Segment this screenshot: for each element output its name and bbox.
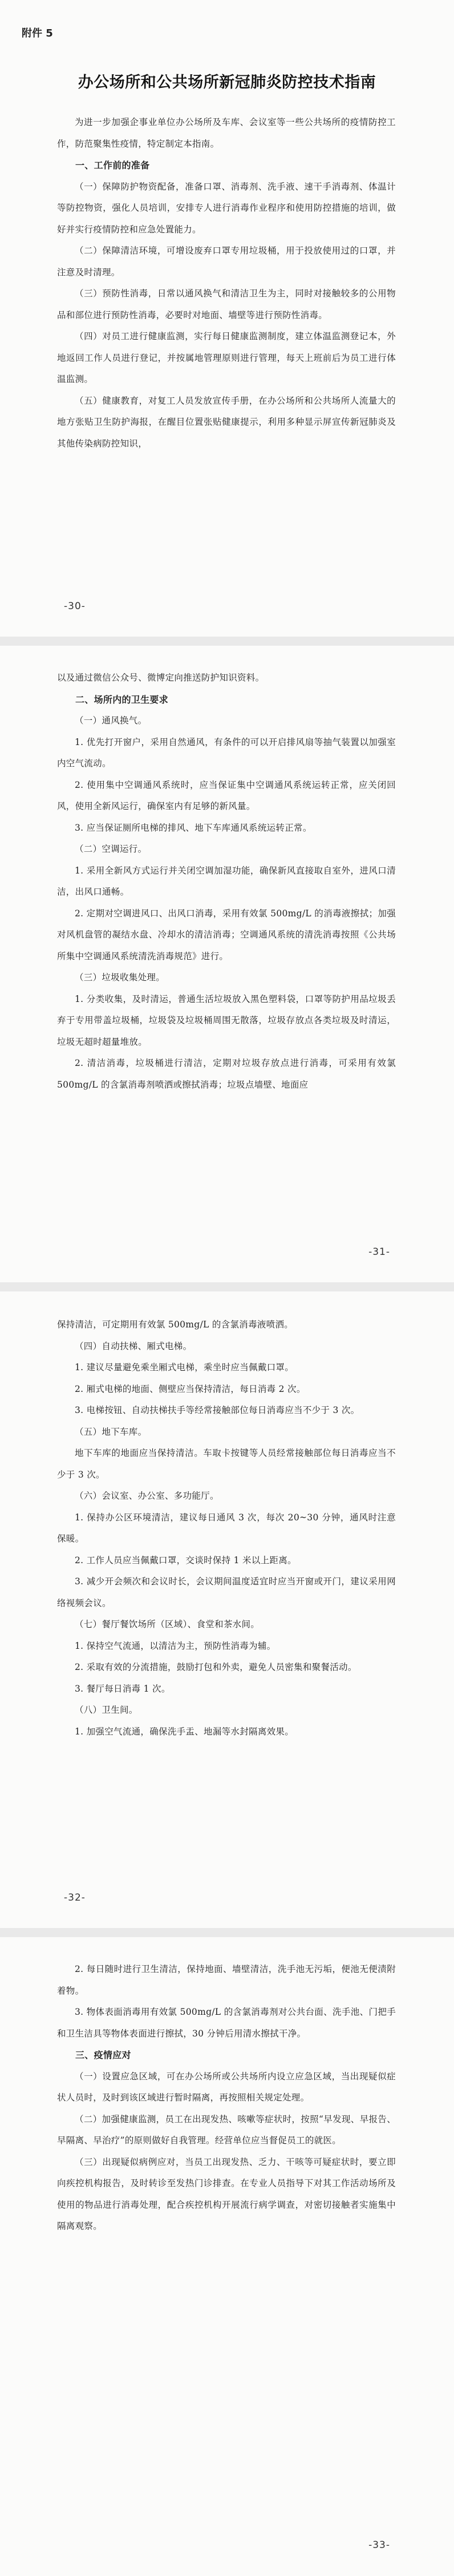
paragraph: 3. 物体表面消毒用有效氯 500mg/L 的含氯消毒剂对公共台面、洗手池、门把手和卫生洁具等物体表面进行擦拭，30 分钟后用清水擦拭干净。	[57, 2007, 396, 2039]
document-title: 办公场所和公共场所新冠肺炎防控技术指南	[78, 74, 376, 91]
page-number: -30-	[64, 601, 86, 612]
page-number: -31-	[368, 1246, 390, 1258]
paragraph: 2. 工作人员应当佩戴口罩，交谈时保持 1 米以上距离。	[75, 1555, 297, 1565]
paragraph: 1. 分类收集，及时清运，普通生活垃圾放入黑色塑料袋，口罩等防护用品垃圾丢弃于专用带盖垃圾桶，垃圾袋及垃圾桶周围无散落，垃圾存放点各类垃圾及时清运，垃圾无超时超量堆放。	[57, 993, 396, 1047]
paragraph: （三）预防性消毒，日常以通风换气和清洁卫生为主，同时对接触较多的公用物品和部位进行预防性消毒，必要时对地面、墙壁等进行预防性消毒。	[57, 288, 396, 320]
page-body	[57, 1314, 396, 1742]
paragraph: （一）设置应急区域，可在办公场所或公共场所内设立应急区域，当出现疑似症状人员时，及时到该区域进行暂时隔离，再按照相关规定处理。	[57, 2071, 396, 2103]
page-body	[57, 112, 396, 454]
subsection-heading: （一）通风换气。	[75, 715, 147, 726]
paragraph: 2. 采取有效的分流措施，鼓励打包和外卖，避免人员密集和聚餐活动。	[75, 1662, 357, 1672]
page-body	[57, 667, 396, 1096]
paragraph: 2. 清洁消毒，垃圾桶进行清洁，定期对垃圾存放点进行消毒，可采用有效氯 500mg/L 的含氯消毒剂喷洒或擦拭消毒；垃圾点墙壁、地面应	[57, 1058, 396, 1090]
paragraph: 1. 保持办公区环境清洁，建议每日通风 3 次，每次 20~30 分钟，通风时注意保暖。	[57, 1512, 396, 1544]
paragraph: 3. 电梯按钮、自动扶梯扶手等经常接触部位每日消毒应当不少于 3 次。	[75, 1405, 360, 1415]
document-page	[0, 0, 454, 637]
paragraph: 地下车库的地面应当保持清洁。车取卡按键等人员经常接触部位每日消毒应当不少于 3 次。	[57, 1448, 396, 1480]
paragraph: 1. 建议尽量避免乘坐厢式电梯，乘坐时应当佩戴口罩。	[75, 1362, 294, 1372]
paragraph: 3. 餐厅每日消毒 1 次。	[75, 1683, 171, 1694]
paragraph: 以及通过微信公众号、微博定向推送防护知识资料。	[57, 673, 265, 683]
paragraph: 1. 采用全新风方式运行并关闭空调加湿功能，确保新风直接取自室外，进风口清洁，出风口通畅。	[57, 865, 396, 897]
paragraph: （二）加强健康监测，员工在出现发热、咳嗽等症状时，按照“早发现、早报告、早隔离、早治疗”的原则做好自我管理。经营单位应当督促员工的就医。	[57, 2114, 396, 2146]
paragraph: 3. 应当保证厕所电梯的排风、地下车库通风系统运转正常。	[75, 822, 312, 833]
paragraph: 3. 减少开会频次和会议时长，会议期间温度适宜时应当开窗或开门，建议采用网络视频会议。	[57, 1576, 396, 1608]
paragraph: 2. 厢式电梯的地面、侧壁应当保持清洁，每日消毒 2 次。	[75, 1383, 306, 1394]
paragraph: 2. 定期对空调进风口、出风口消毒，采用有效氯 500mg/L 的消毒液擦拭；加强对风机盘管的凝结水盘、冷却水的清洁消毒；空调通风系统的清洗消毒按照《公共场所集中空调通风系统清洗消毒规范》进行。	[57, 908, 396, 961]
subsection-heading: （四）自动扶梯、厢式电梯。	[75, 1341, 192, 1351]
section-heading: 一、工作前的准备	[75, 160, 150, 171]
section-heading: 二、场所内的卫生要求	[75, 694, 169, 705]
paragraph: （一）保障防护物资配备，准备口罩、消毒剂、洗手液、速干手消毒剂、体温计等防控物资，强化人员培训，安排专人进行消毒作业程序和使用防控措施的培训，做好并实行疫情防控和应急处置能力。	[57, 181, 396, 235]
attachment-label: 附件 5	[22, 27, 53, 39]
subsection-heading: （七）餐厅餐饮场所（区域）、食堂和茶水间。	[75, 1619, 260, 1629]
paragraph: 1. 加强空气流通，确保洗手盂、地漏等水封隔离效果。	[75, 1726, 294, 1737]
document-page	[0, 1937, 454, 2576]
document-page	[0, 1291, 454, 1928]
paragraph: 保持清洁，可定期用有效氯 500mg/L 的含氯消毒液喷洒。	[57, 1319, 294, 1330]
subsection-heading: （六）会议室、办公室、多功能厅。	[75, 1491, 219, 1501]
subsection-heading: （二）空调运行。	[75, 844, 147, 854]
section-heading: 三、疫情应对	[75, 2050, 131, 2060]
paragraph: 1. 保持空气流通，以清洁为主，预防性消毒为辅。	[75, 1640, 276, 1651]
document-page	[0, 646, 454, 1282]
paragraph: 2. 使用集中空调通风系统时，应当保证集中空调通风系统运转正常，应关闭回风，使用全新风运行，确保室内有足够的新风量。	[57, 779, 396, 811]
subsection-heading: （五）地下车库。	[75, 1426, 147, 1437]
page-number: -32-	[64, 1892, 86, 1903]
paragraph: （二）保障清洁环境，可增设废弃口罩专用垃圾桶，用于投放使用过的口罩，并注意及时清理。	[57, 245, 396, 277]
paragraph: 1. 优先打开窗户，采用自然通风，有条件的可以开启排风扇等抽气装置以加强室内空气流动。	[57, 736, 396, 768]
page-body	[57, 1959, 396, 2237]
paragraph: （三）出现疑似病例应对，当员工出现发热、乏力、干咳等可疑症状时，要立即向疾控机构报告，及时转诊至发热门诊排查。在专业人员指导下对其工作活动场所及使用的物品进行消毒处理，配合疾控机构开展流行病学调查，对密切接触者实施集中隔离观察。	[57, 2156, 396, 2231]
paragraph: 为进一步加强企事业单位办公场所及车库、会议室等一些公共场所的疫情防控工作，防范聚集性疫情，特定制定本指南。	[57, 117, 396, 149]
paragraph: （五）健康教育，对复工人员发放宣传手册，在办公场所和公共场所人流量大的地方张贴卫生防护海报，在醒目位置张贴健康提示，利用多种显示屏宣传新冠肺炎及其他传染病防控知识，	[57, 395, 396, 449]
paragraph: （四）对员工进行健康监测，实行每日健康监测制度，建立体温监测登记本，外地返回工作人员进行登记，并按属地管理原则进行管理，每天上班前后为员工进行体温监测。	[57, 331, 396, 384]
paragraph: 2. 每日随时进行卫生清洁，保持地面、墙壁清洁，洗手池无污垢，便池无便渍附着物。	[57, 1964, 396, 1996]
page-number: -33-	[368, 2539, 390, 2551]
subsection-heading: （三）垃圾收集处理。	[75, 972, 165, 983]
subsection-heading: （八）卫生间。	[75, 1705, 138, 1715]
